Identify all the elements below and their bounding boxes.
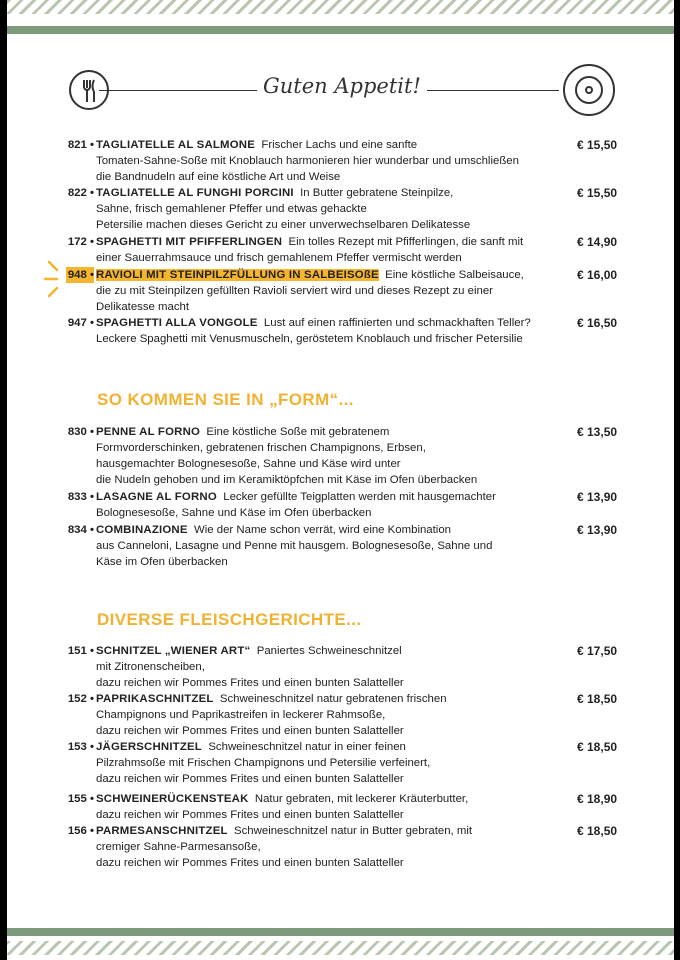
item-description-line: Schweineschnitzel natur in einer feinen	[208, 741, 406, 753]
item-price: € 18,50	[577, 824, 618, 838]
item-description-line: Formvorderschinken, gebratenen frischen Champignons, Erbsen,	[96, 442, 426, 454]
item-price: € 15,50	[577, 138, 618, 152]
item-description-line: Lecker gefüllte Teigplatten werden mit hausgemachter	[223, 491, 496, 503]
item-description-line: Lust auf einen raffinierten und schmackhaften Teller?	[263, 317, 531, 329]
item-price: € 18,50	[577, 740, 618, 754]
item-description-line: Tomaten-Sahne-Soße mit Knoblauch harmonieren hier wunderbar und umschließen	[96, 155, 519, 167]
item-description-line: mit Zitronenscheiben,	[96, 661, 205, 673]
item-number: 830 •	[67, 426, 94, 438]
bottom-stripe-decoration	[7, 941, 674, 955]
item-name: COMBINAZIONE	[96, 524, 188, 536]
item-description-line: Leckere Spaghetti mit Venusmuscheln, geröstetem Knoblauch und frischer Petersilie	[96, 333, 523, 345]
page-title: Guten Appetit!	[257, 74, 427, 98]
item-description-line: Käse im Ofen überbacken	[96, 556, 228, 568]
item-description-line: einer Sauerrahmsauce und frisch gemahlenem Pfeffer vermischt werden	[96, 252, 462, 264]
item-description-line: Petersilie machen dieses Gericht zu einer unverwechselbaren Delikatesse	[96, 219, 471, 231]
item-name: PAPRIKASCHNITZEL	[96, 693, 214, 705]
item-number: 822 •	[67, 187, 94, 199]
top-green-band	[7, 26, 674, 34]
item-price: € 18,50	[577, 692, 618, 706]
item-description-line: Sahne, frisch gemahlener Pfeffer und etwas gehackte	[96, 203, 367, 215]
item-number: 151 •	[67, 645, 94, 657]
item-number: 172 •	[67, 236, 94, 248]
item-price: € 18,90	[577, 792, 618, 806]
item-price: € 16,00	[577, 268, 618, 282]
item-description-line: aus Canneloni, Lasagne und Penne mit hausgem. Bolognesesoße, Sahne und	[96, 540, 493, 552]
item-name: PARMESANSCHNITZEL	[96, 825, 228, 837]
item-description-line: die Bandnudeln auf eine köstliche Art und Weise	[96, 171, 341, 183]
item-price: € 15,50	[577, 186, 618, 200]
item-description-line: Pilzrahmsoße mit Frischen Champignons und Petersilie verfeinert,	[96, 757, 431, 769]
item-description-line: Eine köstliche Salbeisauce,	[385, 269, 524, 281]
item-name: SPAGHETTI ALLA VONGOLE	[96, 317, 258, 329]
item-price: € 13,50	[577, 425, 618, 439]
item-price: € 13,90	[577, 490, 618, 504]
top-stripe-decoration	[7, 0, 674, 14]
item-number: 821 •	[67, 139, 94, 151]
item-name: SCHWEINERÜCKENSTEAK	[96, 793, 249, 805]
bottom-green-band	[7, 928, 674, 936]
item-description-line: die Nudeln gehoben und im Keramiktöpfchen mit Käse im Ofen überbacken	[96, 474, 478, 486]
item-name: SCHNITZEL „WIENER ART“	[96, 645, 251, 657]
item-description-line: Ein tolles Rezept mit Pfifferlingen, die sanft mit	[288, 236, 524, 248]
item-description-line: hausgemachter Bolognesesoße, Sahne und Käse wird unter	[96, 458, 401, 470]
item-description-line: Natur gebraten, mit leckerer Kräuterbutter,	[254, 793, 469, 805]
item-name: TAGLIATELLE AL FUNGHI PORCINI	[96, 187, 294, 199]
item-price: € 13,90	[577, 523, 618, 537]
cutlery-icon	[69, 70, 109, 110]
item-description-line: dazu reichen wir Pommes Frites und einen bunten Salatteller	[96, 857, 404, 869]
item-description-line: Paniertes Schweineschnitzel	[256, 645, 402, 657]
item-number: 948 •	[67, 269, 94, 281]
menu-page	[7, 0, 674, 960]
item-price: € 17,50	[577, 644, 618, 658]
item-description-line: Champignons und Paprikastreifen in leckerer Rahmsoße,	[96, 709, 386, 721]
item-number: 947 •	[67, 317, 94, 329]
item-name: JÄGERSCHNITZEL	[96, 741, 202, 753]
item-description-line: Delikatesse macht	[96, 301, 190, 313]
item-description-line: dazu reichen wir Pommes Frites und einen bunten Salatteller	[96, 677, 404, 689]
item-price: € 14,90	[577, 235, 618, 249]
item-number: 156 •	[67, 825, 94, 837]
item-name: PENNE AL FORNO	[96, 426, 201, 438]
item-description-line: die zu mit Steinpilzen gefüllten Ravioli serviert wird und dieses Rezept zu einer	[96, 285, 493, 297]
item-number: 833 •	[67, 491, 94, 503]
item-name: TAGLIATELLE AL SALMONE	[96, 139, 256, 151]
item-name: SPAGHETTI MIT PFIFFERLINGEN	[96, 236, 283, 248]
item-number: 155 •	[67, 793, 94, 805]
item-description-line: Eine köstliche Soße mit gebratenem	[206, 426, 390, 438]
item-description-line: dazu reichen wir Pommes Frites und einen bunten Salatteller	[96, 773, 404, 785]
item-description-line: dazu reichen wir Pommes Frites und einen bunten Salatteller	[96, 725, 404, 737]
item-description-line: Schweineschnitzel natur in Butter gebraten, mit	[234, 825, 473, 837]
item-number: 153 •	[67, 741, 94, 753]
item-description-line: In Butter gebratene Steinpilze,	[300, 187, 454, 199]
item-description-line: Bolognesesoße, Sahne und Käse im Ofen überbacken	[96, 507, 372, 519]
item-description-line: Schweineschnitzel natur gebratenen frischen	[219, 693, 447, 705]
item-description-line: dazu reichen wir Pommes Frites und einen bunten Salatteller	[96, 809, 404, 821]
item-description-line: Wie der Name schon verrät, wird eine Kombination	[193, 524, 452, 536]
item-name: LASAGNE AL FORNO	[96, 491, 217, 503]
section-title: SO KOMMEN SIE IN „FORM“...	[97, 390, 354, 409]
item-description-line: cremiger Sahne-Parmesansoße,	[96, 841, 261, 853]
item-price: € 16,50	[577, 316, 618, 330]
section-title: DIVERSE FLEISCHGERICHTE...	[97, 610, 362, 629]
plate-center	[585, 86, 593, 94]
item-number: 152 •	[67, 693, 94, 705]
item-description-line: Frischer Lachs und eine sanfte	[261, 139, 418, 151]
item-name: RAVIOLI MIT STEINPILZFÜLLUNG IN SALBEISOßE	[96, 269, 379, 281]
item-number: 834 •	[67, 524, 94, 536]
